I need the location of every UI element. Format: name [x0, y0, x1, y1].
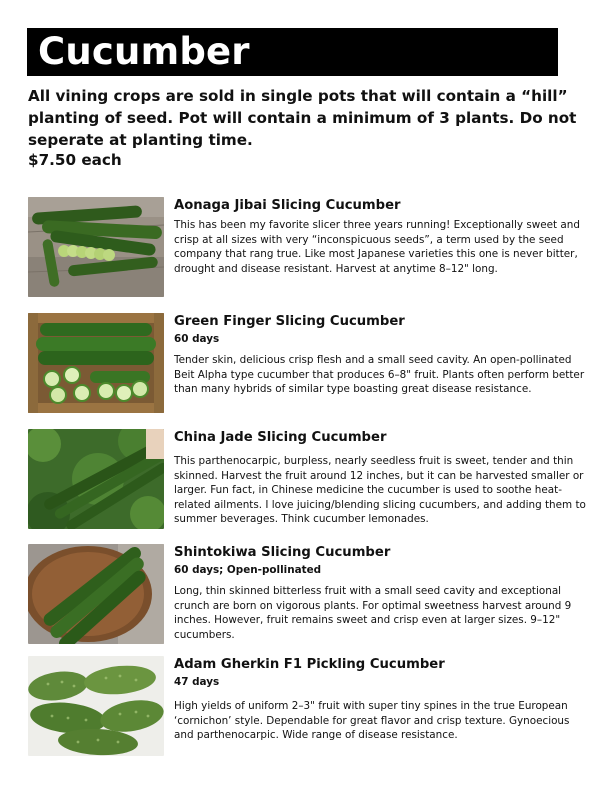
product-name: China Jade Slicing Cucumber	[174, 430, 387, 445]
price-text: $7.50 each	[28, 151, 122, 169]
page-title: Cucumber	[38, 30, 250, 73]
product-description: Long, thin skinned bitterless fruit with a small seed cavity and exceptional crunch are born on vigorous plants. For optimal sweetness harvest around 9 inches. However, fruit remains sweet and crisp even at larger sizes. 9–12" cucumbers.	[174, 585, 572, 641]
cucumbers-in-basket-photo	[28, 313, 164, 413]
product-name: Aonaga Jibai Slicing Cucumber	[174, 198, 401, 213]
product-days: 60 days	[174, 333, 220, 345]
cucumbers-on-vine-photo	[28, 429, 164, 529]
title-banner	[27, 28, 558, 76]
product-name: Green Finger Slicing Cucumber	[174, 314, 405, 329]
cucumbers-in-wooden-bowl-photo	[28, 544, 164, 644]
product-days: 47 days	[174, 676, 220, 688]
product-description: Tender skin, delicious crisp flesh and a small seed cavity. An open-pollinated Beit Alpha type cucumber that produces 6–8" fruit. Plants often perform better than many hybrids of similar type boasting great disease resistance.	[174, 354, 585, 396]
gherkins-on-white-photo	[28, 656, 164, 756]
product-name: Adam Gherkin F1 Pickling Cucumber	[174, 657, 445, 672]
product-name: Shintokiwa Slicing Cucumber	[174, 545, 391, 560]
product-description: This parthenocarpic, burpless, nearly seedless fruit is sweet, tender and thin skinned. Harvest the fruit around 12 inches, but it can be harvested smaller or larger. Fun fact, in Chinese medicine the cucumber is used to soothe heat-related ailments. I love juicing/blending slicing cucumbers, and adding them to summer beverages. Think cucumber lemonades.	[174, 455, 586, 526]
product-days: 60 days; Open-pollinated	[174, 564, 322, 576]
intro-text: All vining crops are sold in single pots that will contain a “hill” planting of seed. Pot will contain a minimum of 3 plants. Do not seperate at planting time.	[28, 87, 577, 149]
product-description: High yields of uniform 2–3" fruit with super tiny spines in the true European ‘cornichon’ style. Dependable for great flavor and crisp texture. Gynoecious and parthenocarpic. Wide range of disease resistance.	[174, 700, 570, 742]
cucumbers-on-wood-photo	[28, 197, 164, 297]
product-description: This has been my favorite slicer three years running! Exceptionally sweet and crisp at all sizes with very “inconspicuous seeds”, a term used by the seed company that rang true. Like most Japanese varieties this one is never bitter, drought and disease resistant. Harvest at anytime 8–12" long.	[174, 219, 580, 275]
